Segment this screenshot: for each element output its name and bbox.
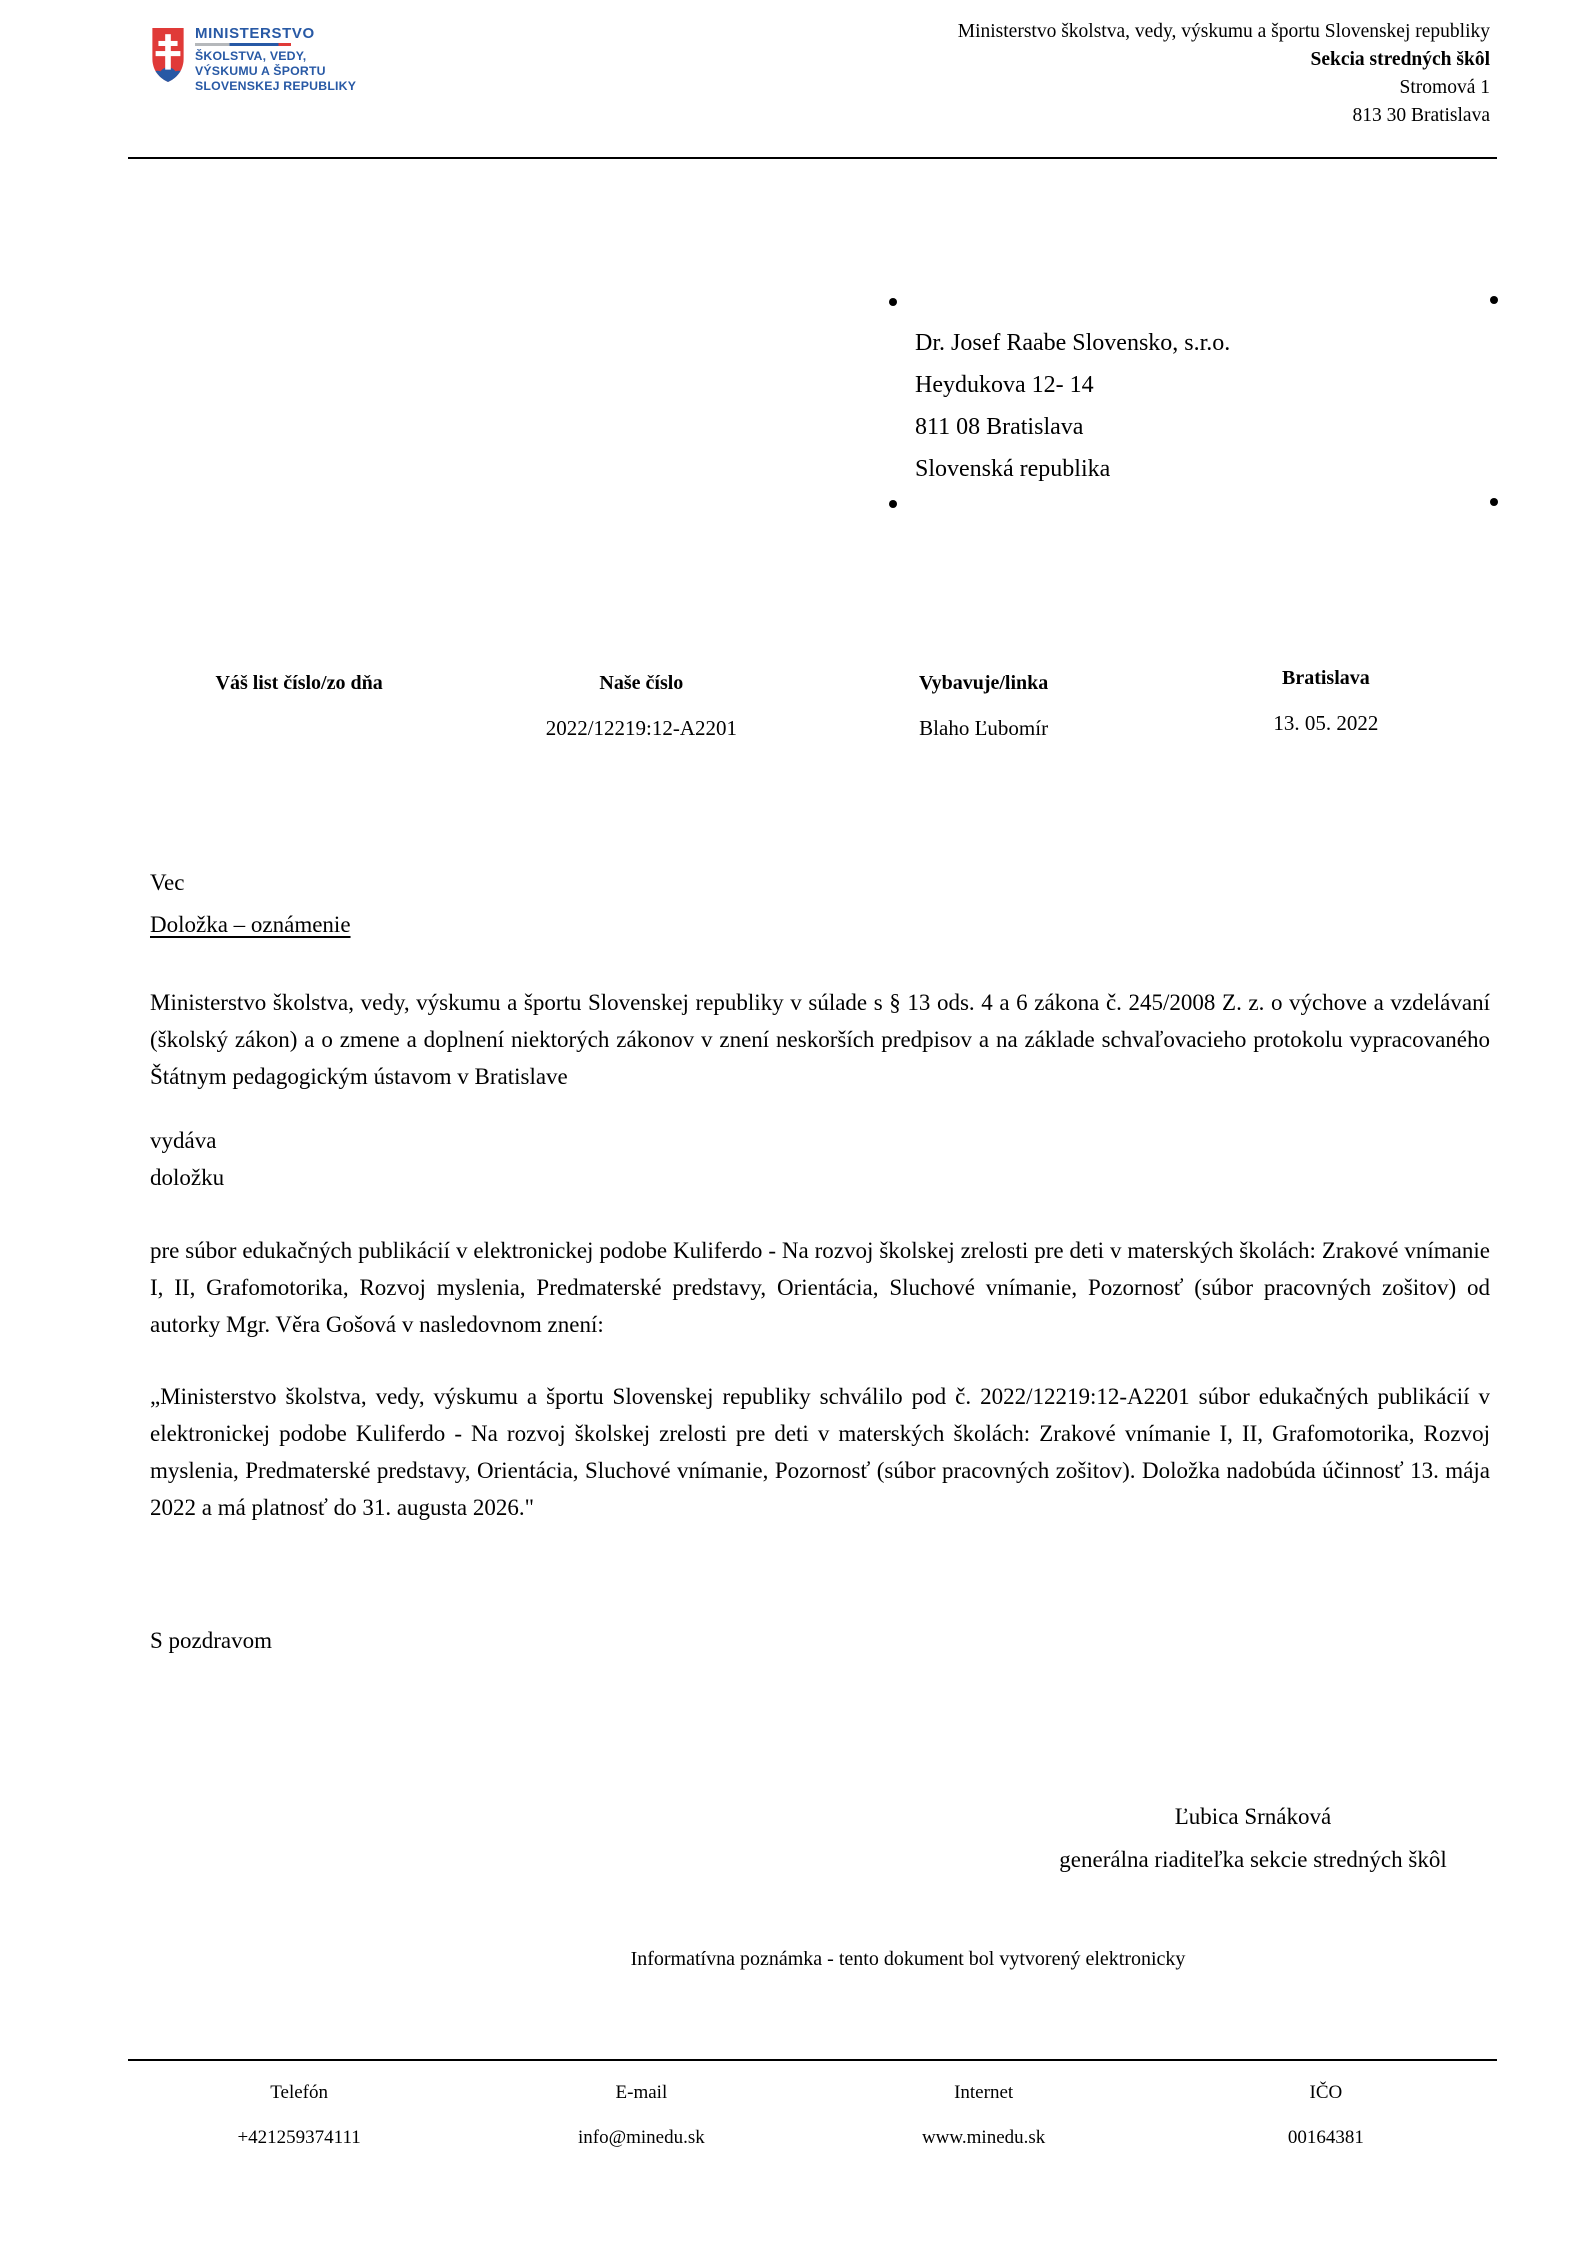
- date-value: 13. 05. 2022: [1273, 711, 1379, 735]
- your-letter-label: Váš list číslo/zo dňa: [215, 672, 383, 694]
- logo-line-skolstva: ŠKOLSTVA, VEDY,: [195, 49, 307, 63]
- ico-value: 00164381: [1287, 2127, 1364, 2148]
- slovak-coat-of-arms-icon: [150, 24, 186, 86]
- closing-line: S pozdravom: [150, 1628, 273, 1653]
- phone-value: +421259374111: [237, 2127, 361, 2148]
- internet-label: Internet: [954, 2082, 1014, 2103]
- logo-tricolor-underline: [195, 43, 291, 46]
- subject-block: [150, 862, 351, 946]
- recipient-country: Slovenská republika: [915, 456, 1111, 482]
- footer-contact-row: [128, 2082, 1497, 2149]
- issues-block: [150, 1122, 1490, 1196]
- internet-value: www.minedu.sk: [921, 2127, 1046, 2148]
- fold-mark-bottom-right: [1490, 498, 1498, 506]
- sender-section-line: Sekcia stredných škôl: [1310, 49, 1490, 70]
- body-paragraph-3: „Ministerstvo školstva, vedy, výskumu a športu Slovenskej republiky schválilo pod č. 2022/12219:12-A2201 súbor edukačných publikácií v elektronickej podobe Kuliferdo - Na rozvoj školskej zrelosti pre deti v materských školách: Zrakové vnímanie I, II, Grafomotorika, Rozvoj myslenia, Predmaterské predstavy, Orientácia, Sluchové vnímanie, Pozornosť (súbor pracovných zošitov). Doložka nadobúda účinnosť 13. mája 2022 a má platnosť do 31. augusta 2026.": [150, 1384, 1490, 1520]
- header-rule: [128, 157, 1497, 159]
- sender-ministry-line: Ministerstvo školstva, vedy, výskumu a športu Slovenskej republiky: [957, 21, 1490, 42]
- our-number-value: 2022/12219:12-A2201: [545, 716, 738, 740]
- email-label: E-mail: [615, 2082, 668, 2103]
- reference-col-handler: [813, 672, 1155, 741]
- signature-title: generálna riaditeľka sekcie stredných škôl: [1059, 1847, 1447, 1872]
- fold-mark-top-right: [1490, 296, 1498, 304]
- handler-value: Blaho Ľubomír: [919, 716, 1049, 740]
- logo-wordmark: [195, 24, 356, 94]
- body-paragraph-1: Ministerstvo školstva, vedy, výskumu a športu Slovenskej republiky v súlade s § 13 ods. 4 a 6 zákona č. 245/2008 Z. z. o výchove a vzdelávaní (školský zákon) a o zmene a doplnení niektorých zákonov v znení neskorších predpisov a na základe schvaľovacieho protokolu vypracovaného Štátnym pedagogickým ústavom v Bratislave: [150, 990, 1490, 1089]
- reference-row: [128, 667, 1497, 741]
- footer-col-internet: [813, 2082, 1155, 2149]
- signature-block: [1003, 1795, 1503, 1881]
- logo-line-slovenskej: SLOVENSKEJ REPUBLIKY: [195, 79, 357, 93]
- footer-col-ico: [1155, 2082, 1497, 2149]
- header-sender-block: [958, 18, 1490, 130]
- issues-line-vydava: vydáva: [150, 1128, 217, 1153]
- recipient-street: Heydukova 12- 14: [915, 372, 1094, 398]
- fold-mark-top-left: [889, 298, 897, 306]
- sender-street-line: Stromová 1: [1399, 77, 1490, 98]
- recipient-address: [915, 322, 1230, 490]
- logo-line-vyskumu: VÝSKUMU A ŠPORTU: [195, 64, 326, 78]
- body-paragraph-2: pre súbor edukačných publikácií v elektronickej podobe Kuliferdo - Na rozvoj školskej zrelosti pre deti v materských školách: Zrakové vnímanie I, II, Grafomotorika, Rozvoj myslenia, Predmaterské predstavy, Orientácia, Sluchové vnímanie, Pozornosť (súbor pracovných zošitov) od autorky Mgr. Věra Gošová v nasledovnom znení:: [150, 1238, 1490, 1337]
- logo-line-ministerstvo: MINISTERSTVO: [195, 25, 315, 42]
- electronic-document-note: Informatívna poznámka - tento dokument bol vytvorený elektronicky: [630, 1948, 1186, 1970]
- fold-mark-bottom-left: [889, 500, 897, 508]
- our-number-label: Naše číslo: [599, 672, 684, 694]
- reference-col-our-number: [470, 672, 812, 741]
- subject-label: Vec: [150, 870, 185, 895]
- footer-col-phone: [128, 2082, 470, 2149]
- ico-label: IČO: [1309, 2082, 1343, 2103]
- subject-title: Doložka – oznámenie: [150, 912, 351, 937]
- email-value: info@minedu.sk: [578, 2127, 705, 2148]
- place-label: Bratislava: [1281, 667, 1370, 689]
- reference-col-your-letter: [128, 672, 470, 741]
- recipient-city: 811 08 Bratislava: [915, 414, 1084, 440]
- reference-col-date: [1155, 667, 1497, 736]
- signature-name: Ľubica Srnáková: [1174, 1804, 1332, 1829]
- ministry-logo: [150, 24, 356, 94]
- footer-rule: [128, 2059, 1497, 2061]
- footer-col-email: [470, 2082, 812, 2149]
- issues-line-dolozku: doložku: [150, 1165, 225, 1190]
- phone-label: Telefón: [270, 2082, 328, 2103]
- handler-label: Vybavuje/linka: [918, 672, 1049, 694]
- recipient-name: Dr. Josef Raabe Slovensko, s.r.o.: [915, 330, 1231, 356]
- sender-city-line: 813 30 Bratislava: [1352, 105, 1490, 126]
